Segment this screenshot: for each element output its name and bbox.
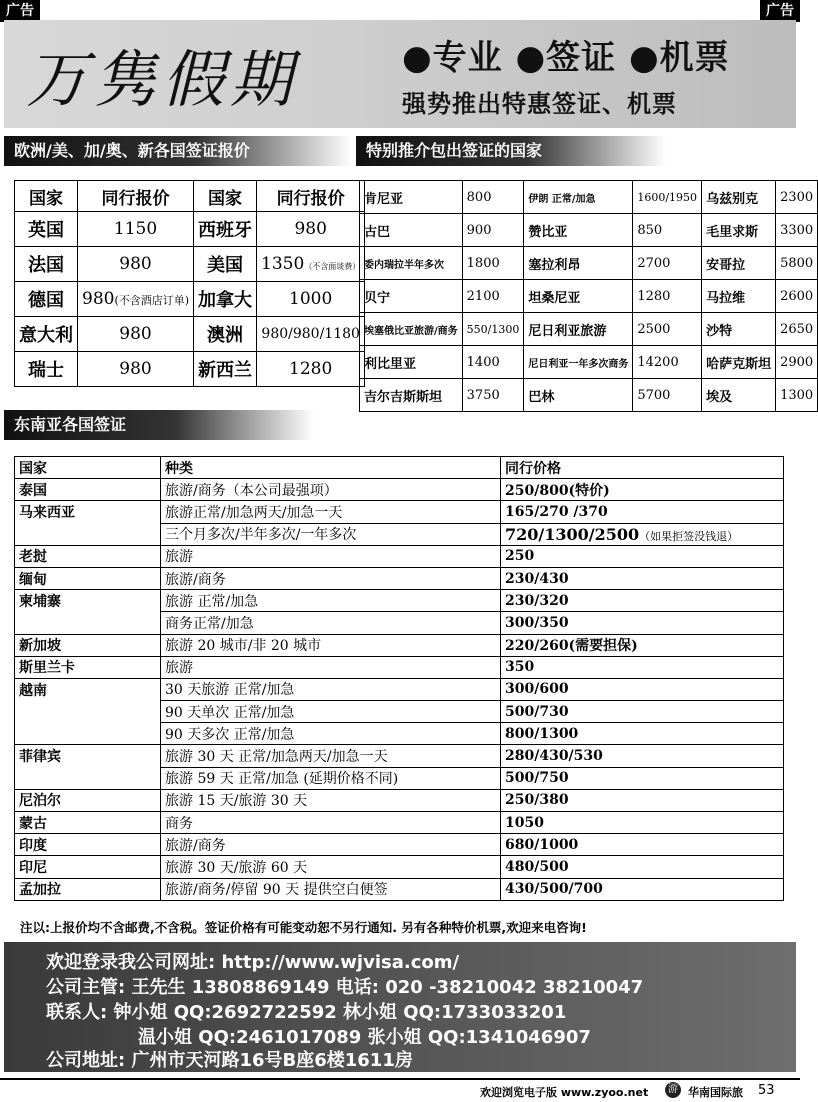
country-name: 埃及: [702, 379, 776, 412]
table-row: [15, 590, 784, 612]
price: 2300: [776, 181, 818, 214]
table-row: [15, 545, 784, 567]
country-name: 英国: [15, 212, 78, 247]
manager-line: 公司主管: 王先生 13808869149 电话: 020 -38210042 38210047: [46, 977, 644, 998]
country-name: 印尼: [15, 856, 161, 878]
col-price: 同行报价: [78, 181, 194, 212]
country-name: 尼日利亚旅游: [524, 313, 633, 346]
price-note-line: 注以:上报价均不含邮费,不含税。签证价格有可能变动恕不另行通知. 另有各种特价机票,欢迎来电咨询!: [20, 920, 587, 935]
price-note: （不含面谈费）: [304, 262, 361, 271]
price: 500/730: [501, 701, 784, 723]
price: [257, 247, 365, 282]
country-name: 斯里兰卡: [15, 656, 161, 678]
country-name: 新西兰: [194, 352, 257, 387]
sea-heading: 东南亚各国签证: [4, 410, 314, 440]
country-name: 贝宁: [360, 280, 463, 313]
price: 3750: [462, 379, 524, 412]
address-line: 公司地址: 广州市天河路16号B座6楼1611房: [46, 1050, 413, 1071]
visa-type: 旅游: [161, 656, 501, 678]
country-name: 肯尼亚: [360, 181, 463, 214]
price: 1600/1950: [633, 181, 702, 214]
country-name: 尼日利亚一年多次商务: [524, 346, 633, 379]
price: 1280: [633, 280, 702, 313]
price: 850: [633, 214, 702, 247]
paper-name: 华南国际旅: [688, 1086, 743, 1099]
table-row: [15, 678, 784, 700]
europe-price-table: [14, 180, 365, 387]
country-name: 古巴: [360, 214, 463, 247]
price: 165/270 /370: [501, 501, 784, 523]
header-banner: [4, 20, 796, 128]
visa-type: 30 天旅游 正常/加急: [161, 678, 501, 700]
price: 980: [257, 212, 365, 247]
country-name: 伊朗 正常/加急: [524, 181, 633, 214]
table-row: [15, 523, 784, 545]
price: 230/430: [501, 567, 784, 589]
country-name: 新加坡: [15, 634, 161, 656]
slogan-sub: 强势推出特惠签证、机票: [402, 90, 677, 118]
visa-type: 旅游/商务: [161, 567, 501, 589]
country-name: 安哥拉: [702, 247, 776, 280]
country-name: 德国: [15, 282, 78, 317]
price: 2700: [633, 247, 702, 280]
col-type: 种类: [161, 457, 501, 479]
country-name: 蒙古: [15, 812, 161, 834]
table-row: [15, 789, 784, 811]
site-url: 欢迎浏览电子版 www.zyoo.net: [480, 1086, 649, 1099]
table-row: [15, 479, 784, 501]
table-row: [360, 247, 818, 280]
price: 14200: [633, 346, 702, 379]
price-note: (不含酒店订单): [114, 294, 190, 307]
visa-type: 旅游 30 天 正常/加急两天/加急一天: [161, 745, 501, 767]
table-row: [15, 282, 365, 317]
country-name: 哈萨克斯坦: [702, 346, 776, 379]
country-name: 马拉维: [702, 280, 776, 313]
col-price: 同行报价: [257, 181, 365, 212]
table-row: [15, 567, 784, 589]
sea-price-table: [14, 456, 784, 901]
ad-label-left: 广告: [0, 0, 40, 22]
brand-title: 万隽假期: [26, 43, 299, 116]
price: 220/260(需要担保): [501, 634, 784, 656]
price: 980: [78, 317, 194, 352]
col-price: 同行价格: [501, 457, 784, 479]
table-row: [360, 214, 818, 247]
country-name: [15, 701, 161, 723]
visa-type: 商务正常/加急: [161, 612, 501, 634]
table-row: [360, 346, 818, 379]
price-note: （如果拒签没钱退）: [639, 529, 739, 543]
price: 2100: [462, 280, 524, 313]
visa-type: 旅游 30 天/旅游 60 天: [161, 856, 501, 878]
visa-type: 旅游/商务（本公司最强项）: [161, 479, 501, 501]
table-row: [15, 501, 784, 523]
price: 480/500: [501, 856, 784, 878]
table-row: [15, 812, 784, 834]
col-country: 国家: [15, 457, 161, 479]
visa-type: 90 天多次 正常/加急: [161, 723, 501, 745]
visa-type: 旅游 正常/加急: [161, 590, 501, 612]
logo-badge-icon: 游: [665, 1082, 681, 1098]
price: 1300: [776, 379, 818, 412]
price: 300/600: [501, 678, 784, 700]
price: [501, 523, 784, 545]
table-row: [15, 878, 784, 900]
visa-type: 旅游/商务: [161, 834, 501, 856]
page-number: 53: [758, 1083, 775, 1098]
price: 1800: [462, 247, 524, 280]
table-row: [15, 656, 784, 678]
price-value: 720/1300/2500: [505, 524, 640, 544]
price: 230/320: [501, 590, 784, 612]
table-row: [15, 212, 365, 247]
price: [78, 282, 194, 317]
price: 250/800(特价): [501, 479, 784, 501]
country-name: 尼泊尔: [15, 789, 161, 811]
price: 800: [462, 181, 524, 214]
ad-label-right: 广告: [760, 0, 800, 22]
country-name: 孟加拉: [15, 878, 161, 900]
table-row: [360, 379, 818, 412]
country-name: 巴林: [524, 379, 633, 412]
visa-type: 旅游 20 城市/非 20 城市: [161, 634, 501, 656]
country-name: 坦桑尼亚: [524, 280, 633, 313]
country-name: 老挝: [15, 545, 161, 567]
price: 980: [78, 352, 194, 387]
table-row: [15, 723, 784, 745]
contacts-line: 联系人: 钟小姐 QQ:2692722592 林小姐 QQ:1733033201: [46, 1002, 567, 1023]
visa-type: 旅游: [161, 545, 501, 567]
table-row: [15, 634, 784, 656]
contacts-line-2: 温小姐 QQ:2461017089 张小姐 QQ:1341046907: [138, 1027, 591, 1048]
visa-type: 旅游 15 天/旅游 30 天: [161, 789, 501, 811]
country-name: 菲律宾: [15, 745, 161, 767]
country-name: 澳洲: [194, 317, 257, 352]
price: 5800: [776, 247, 818, 280]
country-name: [15, 523, 161, 545]
table-row: [360, 280, 818, 313]
table-row: [15, 352, 365, 387]
country-name: 意大利: [15, 317, 78, 352]
price: 250/380: [501, 789, 784, 811]
price: 280/430/530: [501, 745, 784, 767]
table-row: [360, 313, 818, 346]
country-name: 印度: [15, 834, 161, 856]
country-name: 埃塞俄比亚旅游/商务: [360, 313, 463, 346]
price: 1400: [462, 346, 524, 379]
price: 550/1300: [462, 313, 524, 346]
price: 1050: [501, 812, 784, 834]
country-name: [15, 723, 161, 745]
country-name: [15, 612, 161, 634]
contact-footer: [4, 942, 796, 1072]
price: 300/350: [501, 612, 784, 634]
visa-type: 旅游正常/加急两天/加急一天: [161, 501, 501, 523]
country-name: 加拿大: [194, 282, 257, 317]
country-name: 泰国: [15, 479, 161, 501]
country-name: 缅甸: [15, 567, 161, 589]
visa-type: 三个月多次/半年多次/一年多次: [161, 523, 501, 545]
price: 2650: [776, 313, 818, 346]
country-name: 毛里求斯: [702, 214, 776, 247]
country-name: 瑞士: [15, 352, 78, 387]
country-name: 越南: [15, 678, 161, 700]
price: 2900: [776, 346, 818, 379]
country-name: [15, 767, 161, 789]
price: 980/980/1180: [257, 317, 365, 352]
price: 2500: [633, 313, 702, 346]
table-row: [15, 317, 365, 352]
table-row: [15, 834, 784, 856]
price: 900: [462, 214, 524, 247]
visa-type: 90 天单次 正常/加急: [161, 701, 501, 723]
website-line: 欢迎登录我公司网址: http://www.wjvisa.com/: [46, 952, 460, 973]
special-heading: 特别推介包出签证的国家: [356, 136, 666, 166]
col-country: 国家: [194, 181, 257, 212]
visa-type: 商务: [161, 812, 501, 834]
price-value: 1350: [261, 254, 305, 274]
price: 1280: [257, 352, 365, 387]
country-name: 马来西亚: [15, 501, 161, 523]
table-row: [15, 745, 784, 767]
country-name: 乌兹别克: [702, 181, 776, 214]
price: 1000: [257, 282, 365, 317]
country-name: 沙特: [702, 313, 776, 346]
table-row: [15, 701, 784, 723]
price: 800/1300: [501, 723, 784, 745]
visa-type: 旅游 59 天 正常/加急 (延期价格不同): [161, 767, 501, 789]
country-name: 西班牙: [194, 212, 257, 247]
table-row: [15, 856, 784, 878]
slogan-main: ●专业 ●签证 ●机票: [402, 38, 730, 78]
price: 1150: [78, 212, 194, 247]
page-footer-bar: [0, 1078, 800, 1102]
price: 2600: [776, 280, 818, 313]
country-name: 法国: [15, 247, 78, 282]
table-row: [15, 767, 784, 789]
price: 3300: [776, 214, 818, 247]
price: 5700: [633, 379, 702, 412]
table-row: [15, 247, 365, 282]
country-name: 塞拉利昂: [524, 247, 633, 280]
europe-heading: 欧洲/美、加/奥、新各国签证报价: [4, 136, 352, 166]
country-name: 美国: [194, 247, 257, 282]
price: 250: [501, 545, 784, 567]
col-country: 国家: [15, 181, 78, 212]
price: 980: [78, 247, 194, 282]
price: 350: [501, 656, 784, 678]
price-value: 980: [82, 289, 115, 309]
price: 680/1000: [501, 834, 784, 856]
price: 430/500/700: [501, 878, 784, 900]
country-name: 委内瑞拉半年多次: [360, 247, 463, 280]
price: 500/750: [501, 767, 784, 789]
table-row: [15, 612, 784, 634]
country-name: 吉尔吉斯斯坦: [360, 379, 463, 412]
visa-type: 旅游/商务/停留 90 天 提供空白便签: [161, 878, 501, 900]
table-row: [360, 181, 818, 214]
special-price-table: [359, 180, 818, 412]
country-name: 赞比亚: [524, 214, 633, 247]
country-name: 利比里亚: [360, 346, 463, 379]
country-name: 柬埔寨: [15, 590, 161, 612]
